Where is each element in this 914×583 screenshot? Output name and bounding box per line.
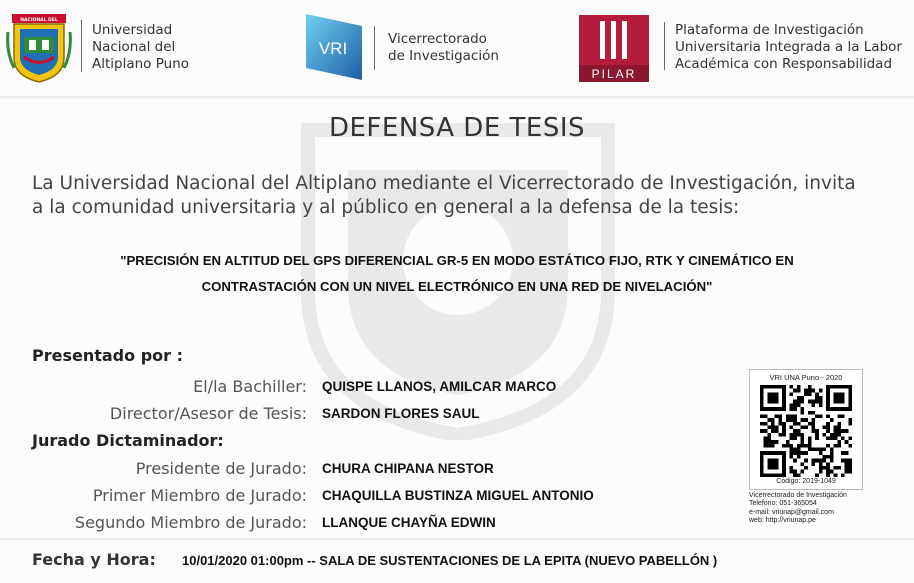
- university-crest-icon: [6, 12, 72, 84]
- schedule-value: 10/01/2020 01:00pm -- SALA DE SUSTENTACIONES DE LA EPITA (NUEVO PABELLÓN ): [182, 553, 718, 568]
- presented-by-heading: Presentado por :: [32, 346, 183, 365]
- university-name-line: Universidad: [92, 22, 173, 38]
- bachelor-name: QUISPE LLANOS, AMILCAR MARCO: [322, 379, 557, 394]
- pilar-name-line: Académica con Responsabilidad: [675, 56, 893, 72]
- thesis-title-line: CONTRASTACIÓN CON UN NIVEL ELECTRÓNICO EN UNA RED DE NIVELACIÓN": [201, 279, 713, 294]
- pilar-name: [675, 22, 902, 73]
- qr-card: [749, 369, 863, 490]
- advisor-row: [0, 404, 740, 424]
- jury-president-label: Presidente de Jurado:: [135, 459, 307, 478]
- qr-header-text: VRI UNA Puno - 2020: [769, 373, 843, 382]
- thesis-title-line: "PRECISIÓN EN ALTITUD DEL GPS DIFERENCIAL GR-5 EN MODO ESTÁTICO FIJO, RTK Y CINEMÁTICO EN: [120, 253, 794, 268]
- contact-line: e-mail: vriunap@gmail.com: [749, 508, 834, 516]
- header: [0, 0, 914, 96]
- university-name-line: Altiplano Puno: [92, 56, 190, 72]
- qr-code-icon[interactable]: [757, 385, 855, 477]
- pilar-logo-icon: [579, 15, 649, 82]
- bachelor-label: El/la Bachiller:: [193, 377, 307, 396]
- qr-code-number: Código: 2019-1049: [776, 478, 836, 485]
- jury-president-name: CHURA CHIPANA NESTOR: [322, 461, 494, 476]
- divider: [664, 22, 665, 70]
- invitation-text: [32, 172, 892, 220]
- contact-line: Telefono: 051-365054: [749, 500, 817, 508]
- vri-logo-icon: [302, 12, 366, 82]
- contact-line: web: http://vriunap.pe: [749, 516, 816, 524]
- pilar-logo-text: PILAR: [591, 67, 637, 81]
- jury-president-row: [0, 459, 740, 479]
- pilar-name-line: Plataforma de Investigación: [675, 22, 864, 38]
- invitation-line: La Universidad Nacional del Altiplano mediante el Vicerrectorado de Investigación, invita: [32, 173, 856, 194]
- vri-name: [388, 31, 499, 65]
- jury-second-member-row: [0, 513, 740, 533]
- schedule-label: Fecha y Hora:: [32, 550, 156, 569]
- jury-first-member-row: [0, 486, 740, 506]
- pilar-name-line: Universitaria Integrada a la Labor: [675, 39, 902, 55]
- divider: [374, 26, 375, 70]
- crest-banner-text: NACIONAL DEL: [20, 18, 58, 23]
- page-title: DEFENSA DE TESIS: [328, 113, 585, 143]
- jury-second-member-label: Segundo Miembro de Jurado:: [74, 513, 307, 532]
- jury-first-member-label: Primer Miembro de Jurado:: [92, 486, 307, 505]
- jury-second-member-name: LLANQUE CHAYÑA EDWIN: [322, 515, 496, 530]
- contact-info: [749, 492, 889, 525]
- jury-first-member-name: CHAQUILLA BUSTINZA MIGUEL ANTONIO: [322, 488, 594, 503]
- thesis-title: [40, 248, 874, 300]
- invitation-line: a la comunidad universitaria y al público en general a la defensa de la tesis:: [32, 197, 740, 218]
- header-divider: [0, 96, 914, 99]
- vri-name-line: Vicerrectorado: [388, 31, 487, 47]
- bachelor-row: [0, 377, 740, 397]
- vri-logo-text: VRI: [318, 39, 348, 58]
- university-name: [92, 22, 189, 73]
- advisor-label: Director/Asesor de Tesis:: [109, 404, 307, 423]
- divider: [81, 20, 82, 72]
- vri-name-line: de Investigación: [388, 48, 499, 64]
- advisor-name: SARDON FLORES SAUL: [322, 406, 480, 421]
- contact-line: Vicerrectorado de Investigación: [749, 492, 847, 499]
- university-name-line: Nacional del: [92, 39, 176, 55]
- jury-heading: Jurado Dictaminador:: [32, 431, 224, 450]
- footer-divider: [0, 538, 914, 540]
